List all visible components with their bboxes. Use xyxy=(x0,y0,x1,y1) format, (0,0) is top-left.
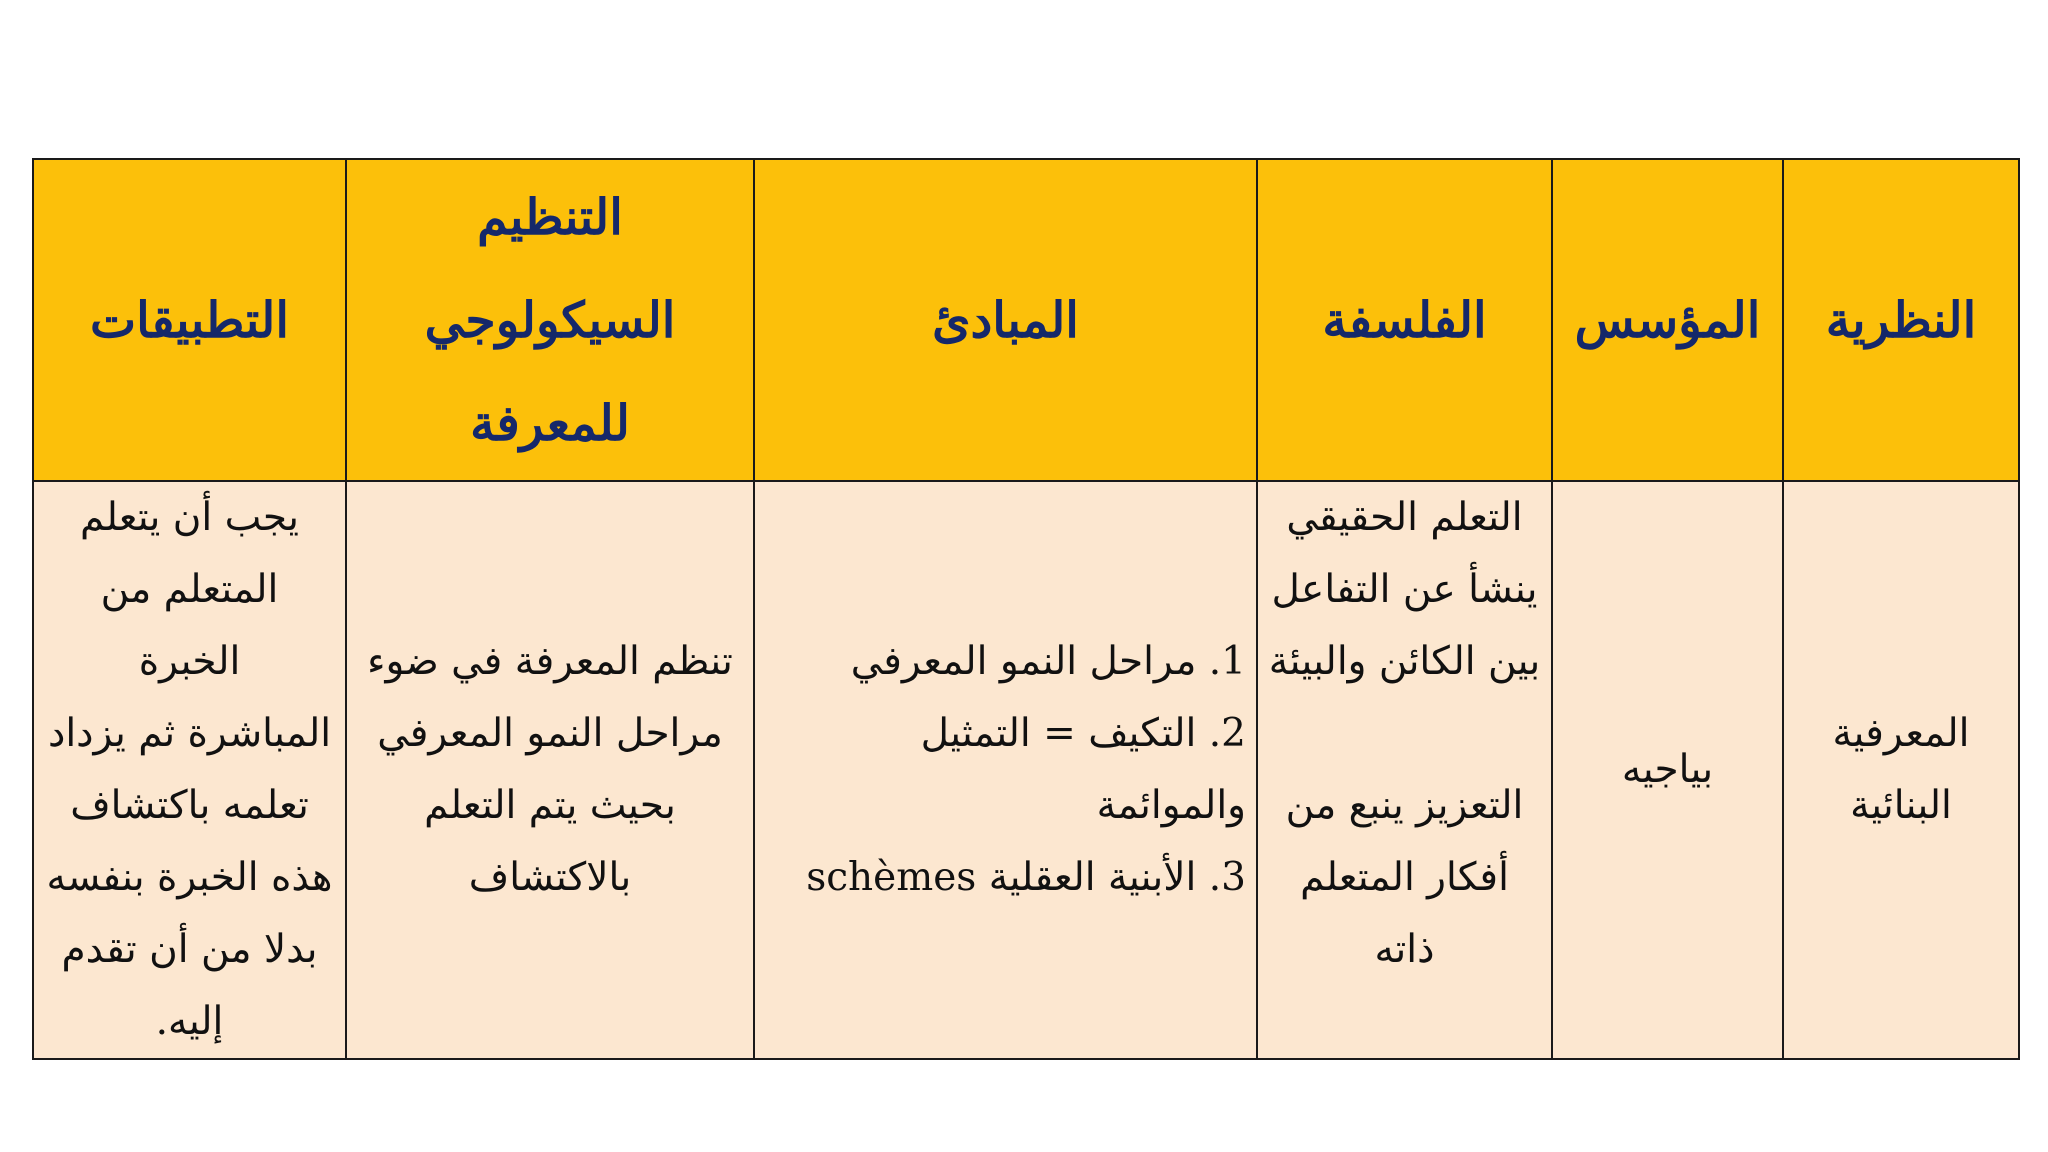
header-founder: المؤسس xyxy=(1552,159,1783,481)
theory-table-container xyxy=(32,158,2018,1044)
list-item: 2. التكيف = التمثيل والموائمة xyxy=(920,711,1246,828)
philosophy-text-1: التعلم الحقيقي ينشأ عن التفاعل بين الكائن والبيئة xyxy=(1268,495,1541,684)
learning-theory-table xyxy=(32,158,2020,1060)
principles-list xyxy=(765,626,1246,914)
header-organization: التنظيم السيكولوجي للمعرفة xyxy=(346,159,754,481)
header-theory: النظرية xyxy=(1783,159,2019,481)
cell-theory: المعرفية البنائية xyxy=(1783,481,2019,1059)
cell-founder: بياجيه xyxy=(1552,481,1783,1059)
header-row xyxy=(33,159,2019,481)
list-item: 3. الأبنية العقلية schèmes xyxy=(806,855,1246,900)
philosophy-text-2: التعزيز ينبع من أفكار المتعلم ذاته xyxy=(1285,783,1524,972)
cell-principles xyxy=(754,481,1257,1059)
header-applications: التطبيقات xyxy=(33,159,346,481)
header-principles: المبادئ xyxy=(754,159,1257,481)
table-row xyxy=(33,481,2019,1059)
header-philosophy: الفلسفة xyxy=(1257,159,1552,481)
cell-applications: يجب أن يتعلم المتعلم من الخبرة المباشرة ثم يزداد تعلمه باكتشاف هذه الخبرة بنفسه بدلا من أن تقدم إليه. xyxy=(33,481,346,1059)
cell-philosophy xyxy=(1257,481,1552,1059)
cell-organization: تنظم المعرفة في ضوء مراحل النمو المعرفي بحيث يتم التعلم بالاكتشاف xyxy=(346,481,754,1059)
list-item: 1. مراحل النمو المعرفي xyxy=(850,639,1246,684)
